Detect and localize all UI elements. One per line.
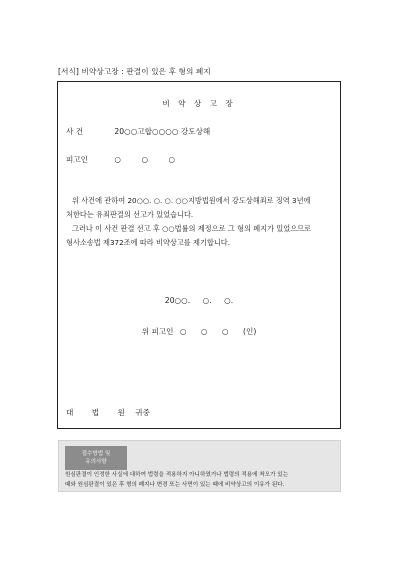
paragraph2-line2: 형사소송법 제372조에 따라 비약상고를 제기합니다. [66, 238, 231, 247]
notes-tab-line2: 유의사항 [85, 459, 107, 465]
signature-line [58, 326, 340, 337]
petition-document [57, 81, 341, 429]
notes-tab-line1: 접수방법 및 [81, 451, 111, 457]
case-label: 사 건 [66, 127, 84, 136]
case-row [66, 126, 210, 137]
signer-prefix: 위 피고인 [141, 327, 174, 336]
defendant-row [66, 154, 184, 165]
filing-notes-box [58, 440, 341, 492]
court-suffix: 귀중 [135, 408, 150, 417]
court-name: 대 법 원 [66, 408, 133, 417]
signer-name: ○ ○ ○ [179, 327, 235, 336]
filing-date: 20○○. ○. ○. [164, 296, 234, 305]
paragraph1-line1: 위 사건에 관하여 20○○. ○. ○. ○○지방법원에서 강도상해죄로 징역 3년에 [72, 196, 311, 205]
seal-mark: (인) [243, 327, 257, 336]
paragraph2-line1: 그러나 이 사건 판결 선고 후 ○○법률의 제정으로 그 형의 폐지가 있었으므로 [72, 224, 312, 233]
notes-text-line1: 원심판결이 인정한 사실에 대하여 법령을 적용하지 아니하였거나 법령의 적용에 착오가 있는 [65, 472, 289, 478]
paragraph1-line2: 처한다는 유죄판결의 선고가 있었습니다. [66, 210, 194, 219]
defendant-label: 피고인 [66, 155, 89, 164]
document-title: 비 약 상 고 장 [162, 99, 236, 108]
addressee-line [66, 407, 150, 418]
notes-text [65, 471, 334, 490]
notes-tab-label [65, 446, 127, 470]
defendant-value: ○ ○ ○ [114, 155, 185, 164]
case-value: 20○○고합○○○○ 강도상해 [114, 127, 211, 136]
petition-body [66, 194, 330, 250]
form-caption: [서식] 비약상고장 : 판결이 있은 후 형의 폐지 [58, 67, 211, 76]
notes-text-line2: 때와 원심판결이 있은 후 형의 폐지나 변경 또는 사면이 있는 때에 비약상고의 이유가 된다. [65, 481, 285, 488]
